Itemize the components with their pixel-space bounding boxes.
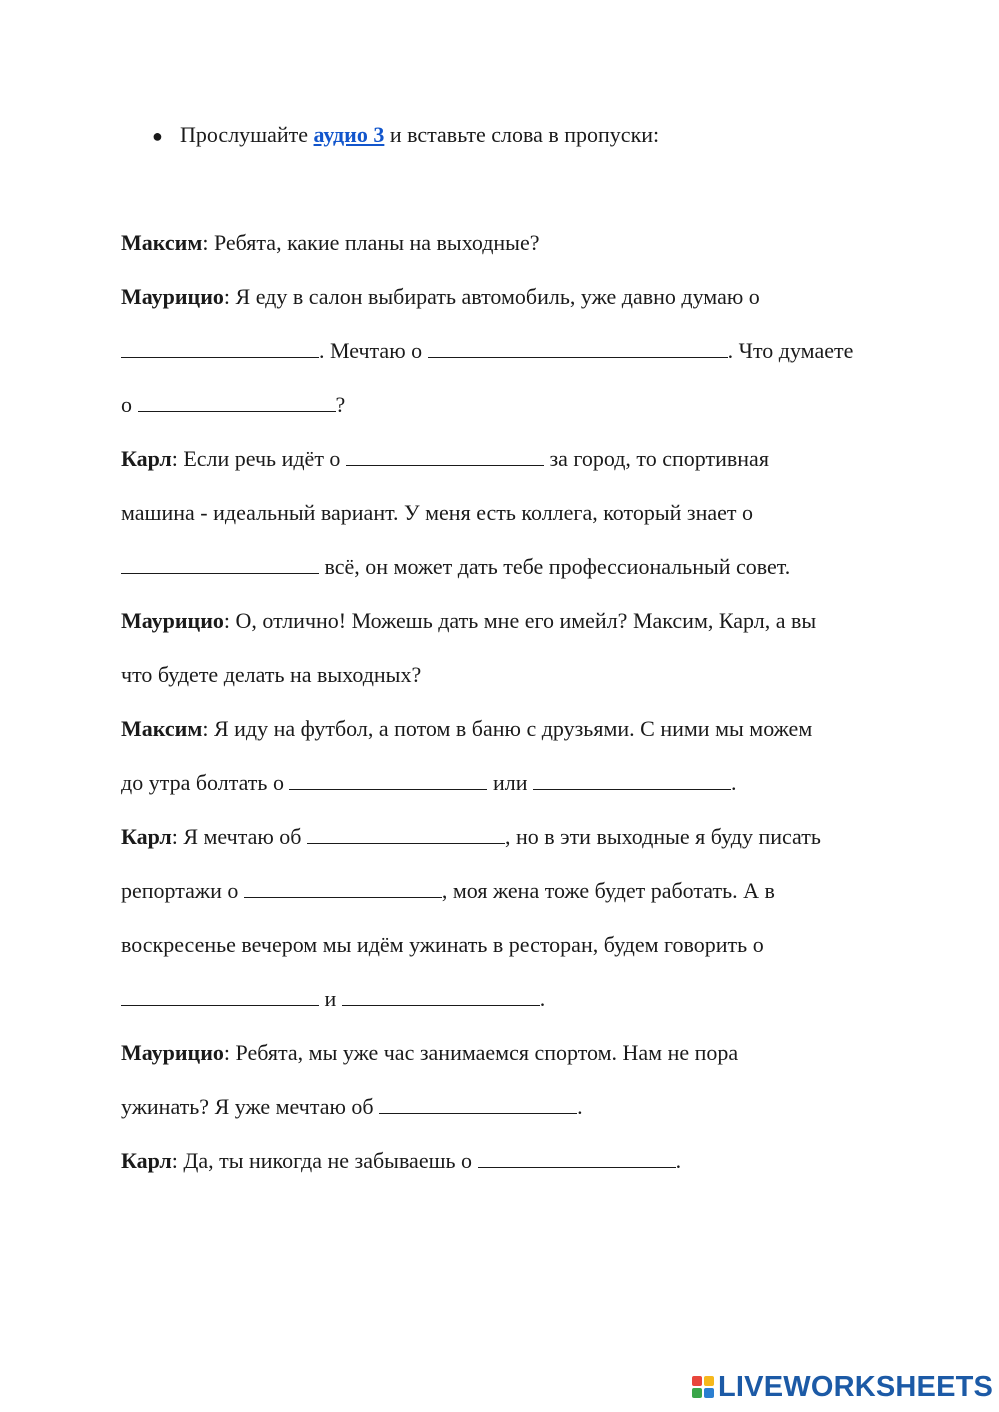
liveworksheets-logo <box>692 1372 993 1402</box>
speaker-name: Максим <box>121 716 203 741</box>
line-text: ? <box>335 392 346 417</box>
logo-square-icon <box>692 1388 702 1398</box>
line-text: до утра болтать о <box>121 770 290 795</box>
speaker-name: Карл <box>121 1148 172 1173</box>
speaker-name: Маурицио <box>121 1040 224 1065</box>
dialogue-line-6 <box>121 499 753 527</box>
speaker-name: Маурицио <box>121 284 224 309</box>
instruction-text-before: Прослушайте <box>180 122 314 147</box>
line-text: за город, то спортивная <box>543 446 769 471</box>
dialogue-line-8 <box>121 607 816 635</box>
dialogue-line-13 <box>121 877 775 905</box>
dialogue-line-1 <box>121 229 540 257</box>
dialogue-line-14 <box>121 931 764 959</box>
dialogue-line-11 <box>121 769 736 797</box>
blank-4[interactable] <box>346 447 544 466</box>
blank-12[interactable] <box>379 1095 577 1114</box>
dialogue-line-2 <box>121 283 760 311</box>
dialogue-line-16 <box>121 1039 738 1067</box>
line-text: : Да, ты никогда не забываешь о <box>171 1148 478 1173</box>
line-text: , моя жена тоже будет работать. А в <box>441 878 775 903</box>
dialogue-line-4 <box>121 391 345 419</box>
line-text: всё, он может дать тебе профессиональный совет. <box>319 554 791 579</box>
line-text: : Ребята, какие планы на выходные? <box>202 230 540 255</box>
line-text: . Что думаете <box>727 338 854 363</box>
speaker-name: Карл <box>121 446 172 471</box>
line-text: репортажи о <box>121 878 244 903</box>
line-text: . <box>577 1094 583 1119</box>
line-text: и <box>319 986 342 1011</box>
line-text: : О, отлично! Можешь дать мне его имейл? Максим, Карл, а вы <box>223 608 817 633</box>
line-text: . Мечтаю о <box>319 338 428 363</box>
blank-11[interactable] <box>342 987 540 1006</box>
line-text: о <box>121 392 138 417</box>
line-text: . <box>730 770 737 795</box>
dialogue-line-10 <box>121 715 812 743</box>
instruction <box>152 121 659 150</box>
blank-1[interactable] <box>121 339 319 358</box>
dialogue-line-17 <box>121 1093 583 1121</box>
dialogue-line-5 <box>121 445 769 473</box>
line-text: что будете делать на выходных? <box>121 662 422 687</box>
line-text: воскресенье вечером мы идём ужинать в ресторан, будем говорить о <box>121 932 764 957</box>
line-text: ужинать? Я уже мечтаю об <box>121 1094 380 1119</box>
line-text: : Я еду в салон выбирать автомобиль, уже давно думаю о <box>223 284 760 309</box>
dialogue-line-7 <box>121 553 790 581</box>
line-text: . <box>675 1148 682 1173</box>
speaker-name: Маурицио <box>121 608 224 633</box>
blank-3[interactable] <box>138 393 336 412</box>
dialogue-line-3 <box>121 337 853 365</box>
logo-square-icon <box>704 1388 714 1398</box>
speaker-name: Карл <box>121 824 172 849</box>
audio-link[interactable]: аудио 3 <box>313 122 385 147</box>
dialogue-line-9 <box>121 661 421 689</box>
blank-6[interactable] <box>289 771 487 790</box>
line-text: : Я иду на футбол, а потом в баню с друзьями. С ними мы можем <box>202 716 813 741</box>
blank-10[interactable] <box>121 987 319 1006</box>
blank-2[interactable] <box>428 339 728 358</box>
blank-13[interactable] <box>478 1149 676 1168</box>
line-text: . <box>539 986 546 1011</box>
speaker-name: Максим <box>121 230 203 255</box>
liveworksheets-logo-icon <box>692 1376 714 1398</box>
liveworksheets-wordmark: LIVEWORKSHEETS <box>718 1370 994 1403</box>
blank-8[interactable] <box>307 825 505 844</box>
dialogue-line-12 <box>121 823 821 851</box>
dialogue-line-15 <box>121 985 545 1013</box>
line-text: или <box>487 770 533 795</box>
blank-7[interactable] <box>533 771 731 790</box>
blank-5[interactable] <box>121 555 319 574</box>
line-text: : Я мечтаю об <box>171 824 307 849</box>
line-text: , но в эти выходные я буду писать <box>504 824 821 849</box>
blank-9[interactable] <box>244 879 442 898</box>
line-text: : Ребята, мы уже час занимаемся спортом. Нам не пора <box>223 1040 739 1065</box>
dialogue-line-18 <box>121 1147 681 1175</box>
instruction-text-after: и вставьте слова в пропуски: <box>384 122 660 147</box>
line-text: : Если речь идёт о <box>171 446 346 471</box>
bullet-icon: ● <box>152 126 163 146</box>
logo-square-icon <box>704 1376 714 1386</box>
logo-square-icon <box>692 1376 702 1386</box>
line-text: машина - идеальный вариант. У меня есть коллега, который знает о <box>121 500 753 525</box>
